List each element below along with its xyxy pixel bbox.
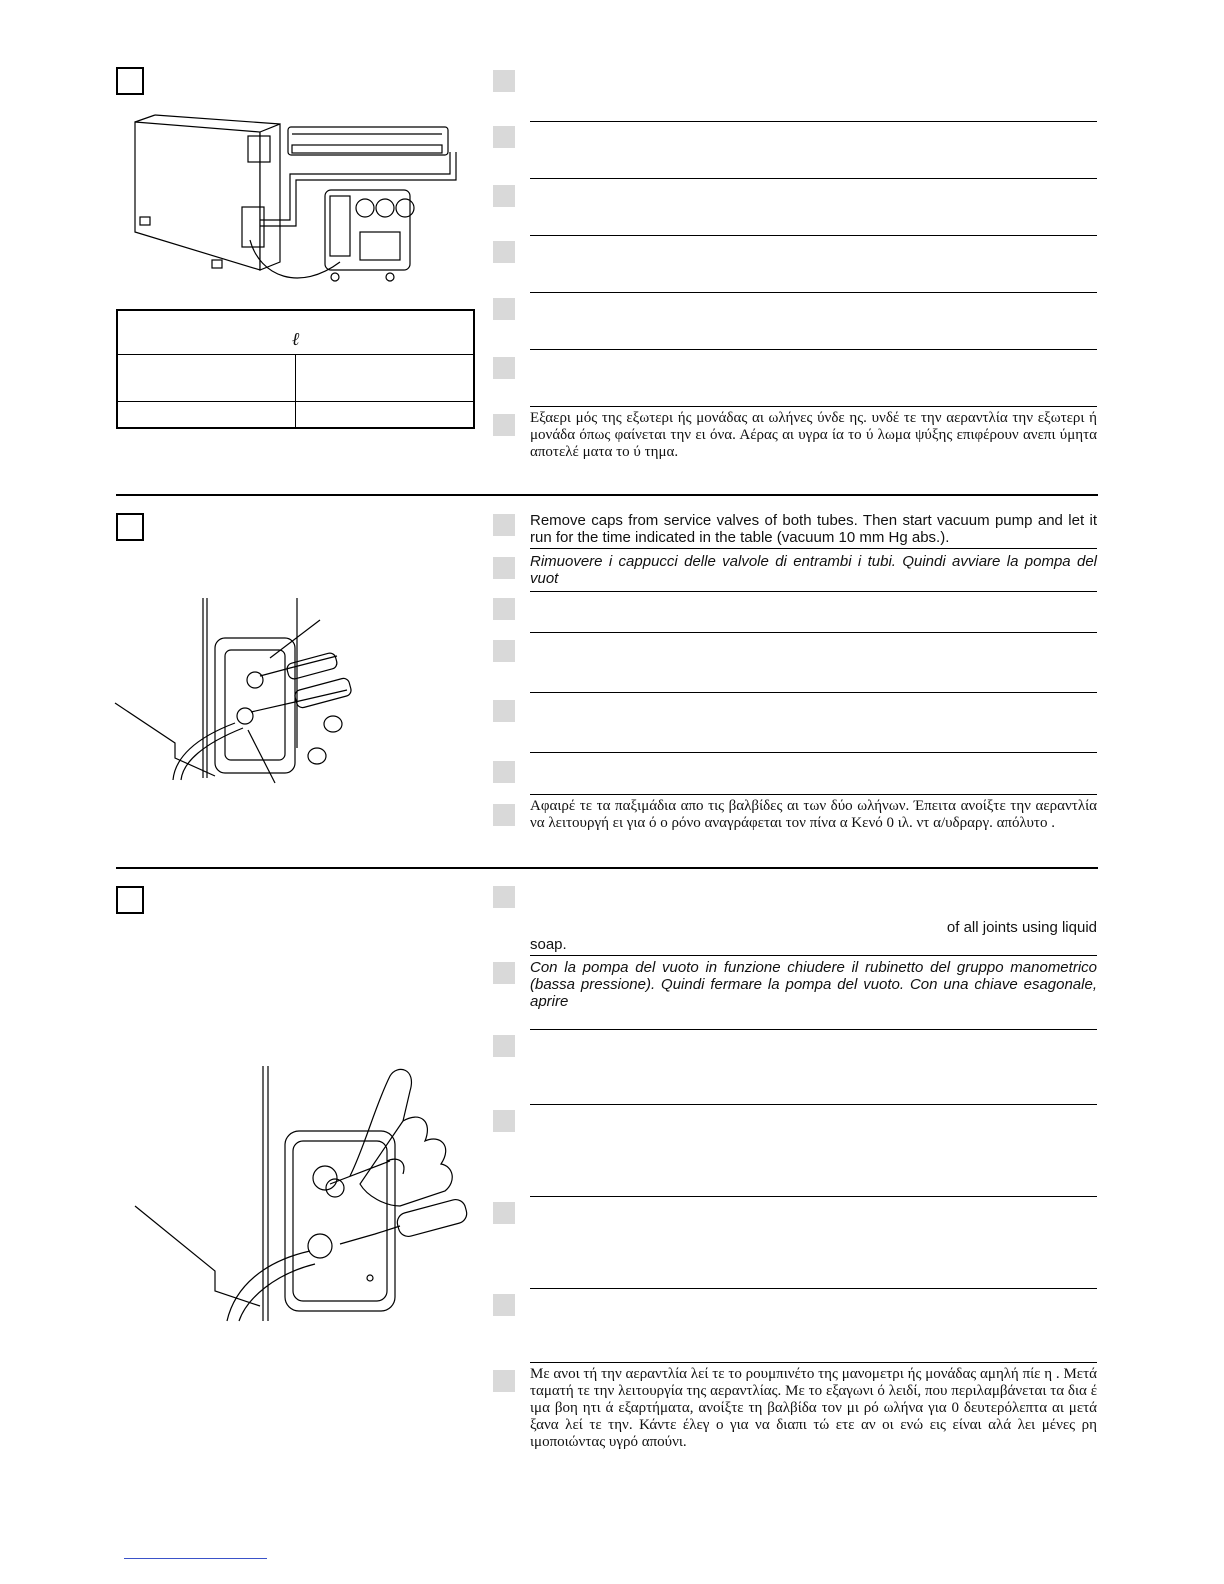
divider [530, 178, 1097, 179]
lang-marker [493, 640, 515, 662]
lang-marker [493, 1035, 515, 1057]
divider [530, 1029, 1097, 1030]
lang-marker [493, 185, 515, 207]
outdoor-unit-vacuum-pump-illustration [120, 112, 480, 302]
lang-marker [493, 700, 515, 722]
lang-marker [493, 598, 515, 620]
lang-marker [493, 1202, 515, 1224]
table-cell [296, 401, 475, 428]
divider [530, 292, 1097, 293]
service-valves-caps-illustration [115, 598, 365, 783]
divider [530, 548, 1097, 549]
vacuum-time-table [116, 309, 475, 429]
divider [530, 632, 1097, 633]
divider [530, 794, 1097, 795]
divider [530, 1362, 1097, 1363]
section-separator [116, 867, 1098, 869]
greek-paragraph: Αφαιρέ τε τα παξιμάδια απο τις βαλβίδες αι των δύο ωλήνων. Έπειτα ανοίξτε την αεραντλία να λειτουργή ει για ό ο ρόνο αναγράφεται τον πίνα α Κενό 0 ιλ. ντ α/υδραργ. απόλυτο . [530, 798, 1097, 831]
lang-marker [493, 1110, 515, 1132]
divider [530, 591, 1097, 592]
english-paragraph: Remove caps from service valves of both tubes. Then start vacuum pump and let it run for the time indicated in the table (vacuum 10 mm Hg abs.). [530, 512, 1097, 546]
divider [530, 955, 1097, 956]
divider [530, 406, 1097, 407]
italian-paragraph: Rimuovere i cappucci delle valvole di entrambi i tubi. Quindi avviare la pompa del vuot [530, 553, 1097, 587]
table-cell [117, 401, 296, 428]
step-2-box [116, 513, 144, 541]
lang-marker [493, 70, 515, 92]
step-1-box [116, 67, 144, 95]
lang-marker [493, 357, 515, 379]
italian-paragraph: Con la pompa del vuoto in funzione chiudere il rubinetto del gruppo manometrico (bassa pressione). Quindi fermare la pompa del vuoto. Con una chiave esagonale, aprire [530, 959, 1097, 1010]
divider [530, 692, 1097, 693]
divider [530, 349, 1097, 350]
lang-marker [493, 557, 515, 579]
table-cell [117, 354, 296, 401]
english-fragment-end: soap. [530, 936, 567, 953]
divider [530, 752, 1097, 753]
lang-marker [493, 761, 515, 783]
lang-marker [493, 962, 515, 984]
lang-marker [493, 514, 515, 536]
divider [530, 1196, 1097, 1197]
liter-symbol: ℓ [291, 328, 300, 349]
greek-paragraph: Με ανοι τή την αεραντλία λεί τε το ρουμπινέτο της μανομετρι ής μονάδας αμηλή πίε η . Μετά ταματή τε την λειτουργία της αεραντλίας. Με το εξαγωνι ό λειδί, που περιλαμβάνεται τα δια έ ιμα βοη ητι ά εξαρτήματα, ανοίξτε τη βαλβίδα τον μι ρό ωλήνα για 0 δευτερόλεπτα αι μετά ξανα λεί τε την. Κάντε έλεγ ο για να διαπι τώ ετε αν οι ενώ εις είναι αλά λει μένες ρη ιμοποιώντας υγρό απούνι. [530, 1366, 1097, 1450]
lang-marker [493, 298, 515, 320]
lang-marker [493, 1294, 515, 1316]
footer-link-line [124, 1558, 267, 1559]
divider [530, 121, 1097, 122]
table-cell [296, 354, 475, 401]
section-separator [116, 494, 1098, 496]
english-fragment: of all joints using liquid [946, 919, 1097, 936]
lang-marker [493, 414, 515, 436]
lang-marker [493, 1370, 515, 1392]
hex-key-valve-opening-illustration [135, 1066, 475, 1321]
lang-marker [493, 126, 515, 148]
divider [530, 235, 1097, 236]
table-header-cell [117, 310, 474, 354]
lang-marker [493, 241, 515, 263]
lang-marker [493, 804, 515, 826]
divider [530, 1288, 1097, 1289]
divider [530, 1104, 1097, 1105]
lang-marker [493, 886, 515, 908]
step-3-box [116, 886, 144, 914]
greek-paragraph: Εξαερι μός της εξωτερι ής μονάδας αι ωλήνες ύνδε ης. υνδέ τε την αεραντλία την εξωτερι ή μονάδα όπως φαίνεται την ει όνα. Αέρας αι υγρα ία το ύ λωμα ψύξης επιφέρουν ανεπι ύμητα αποτελέ ματα το ύ τημα. [530, 410, 1097, 460]
